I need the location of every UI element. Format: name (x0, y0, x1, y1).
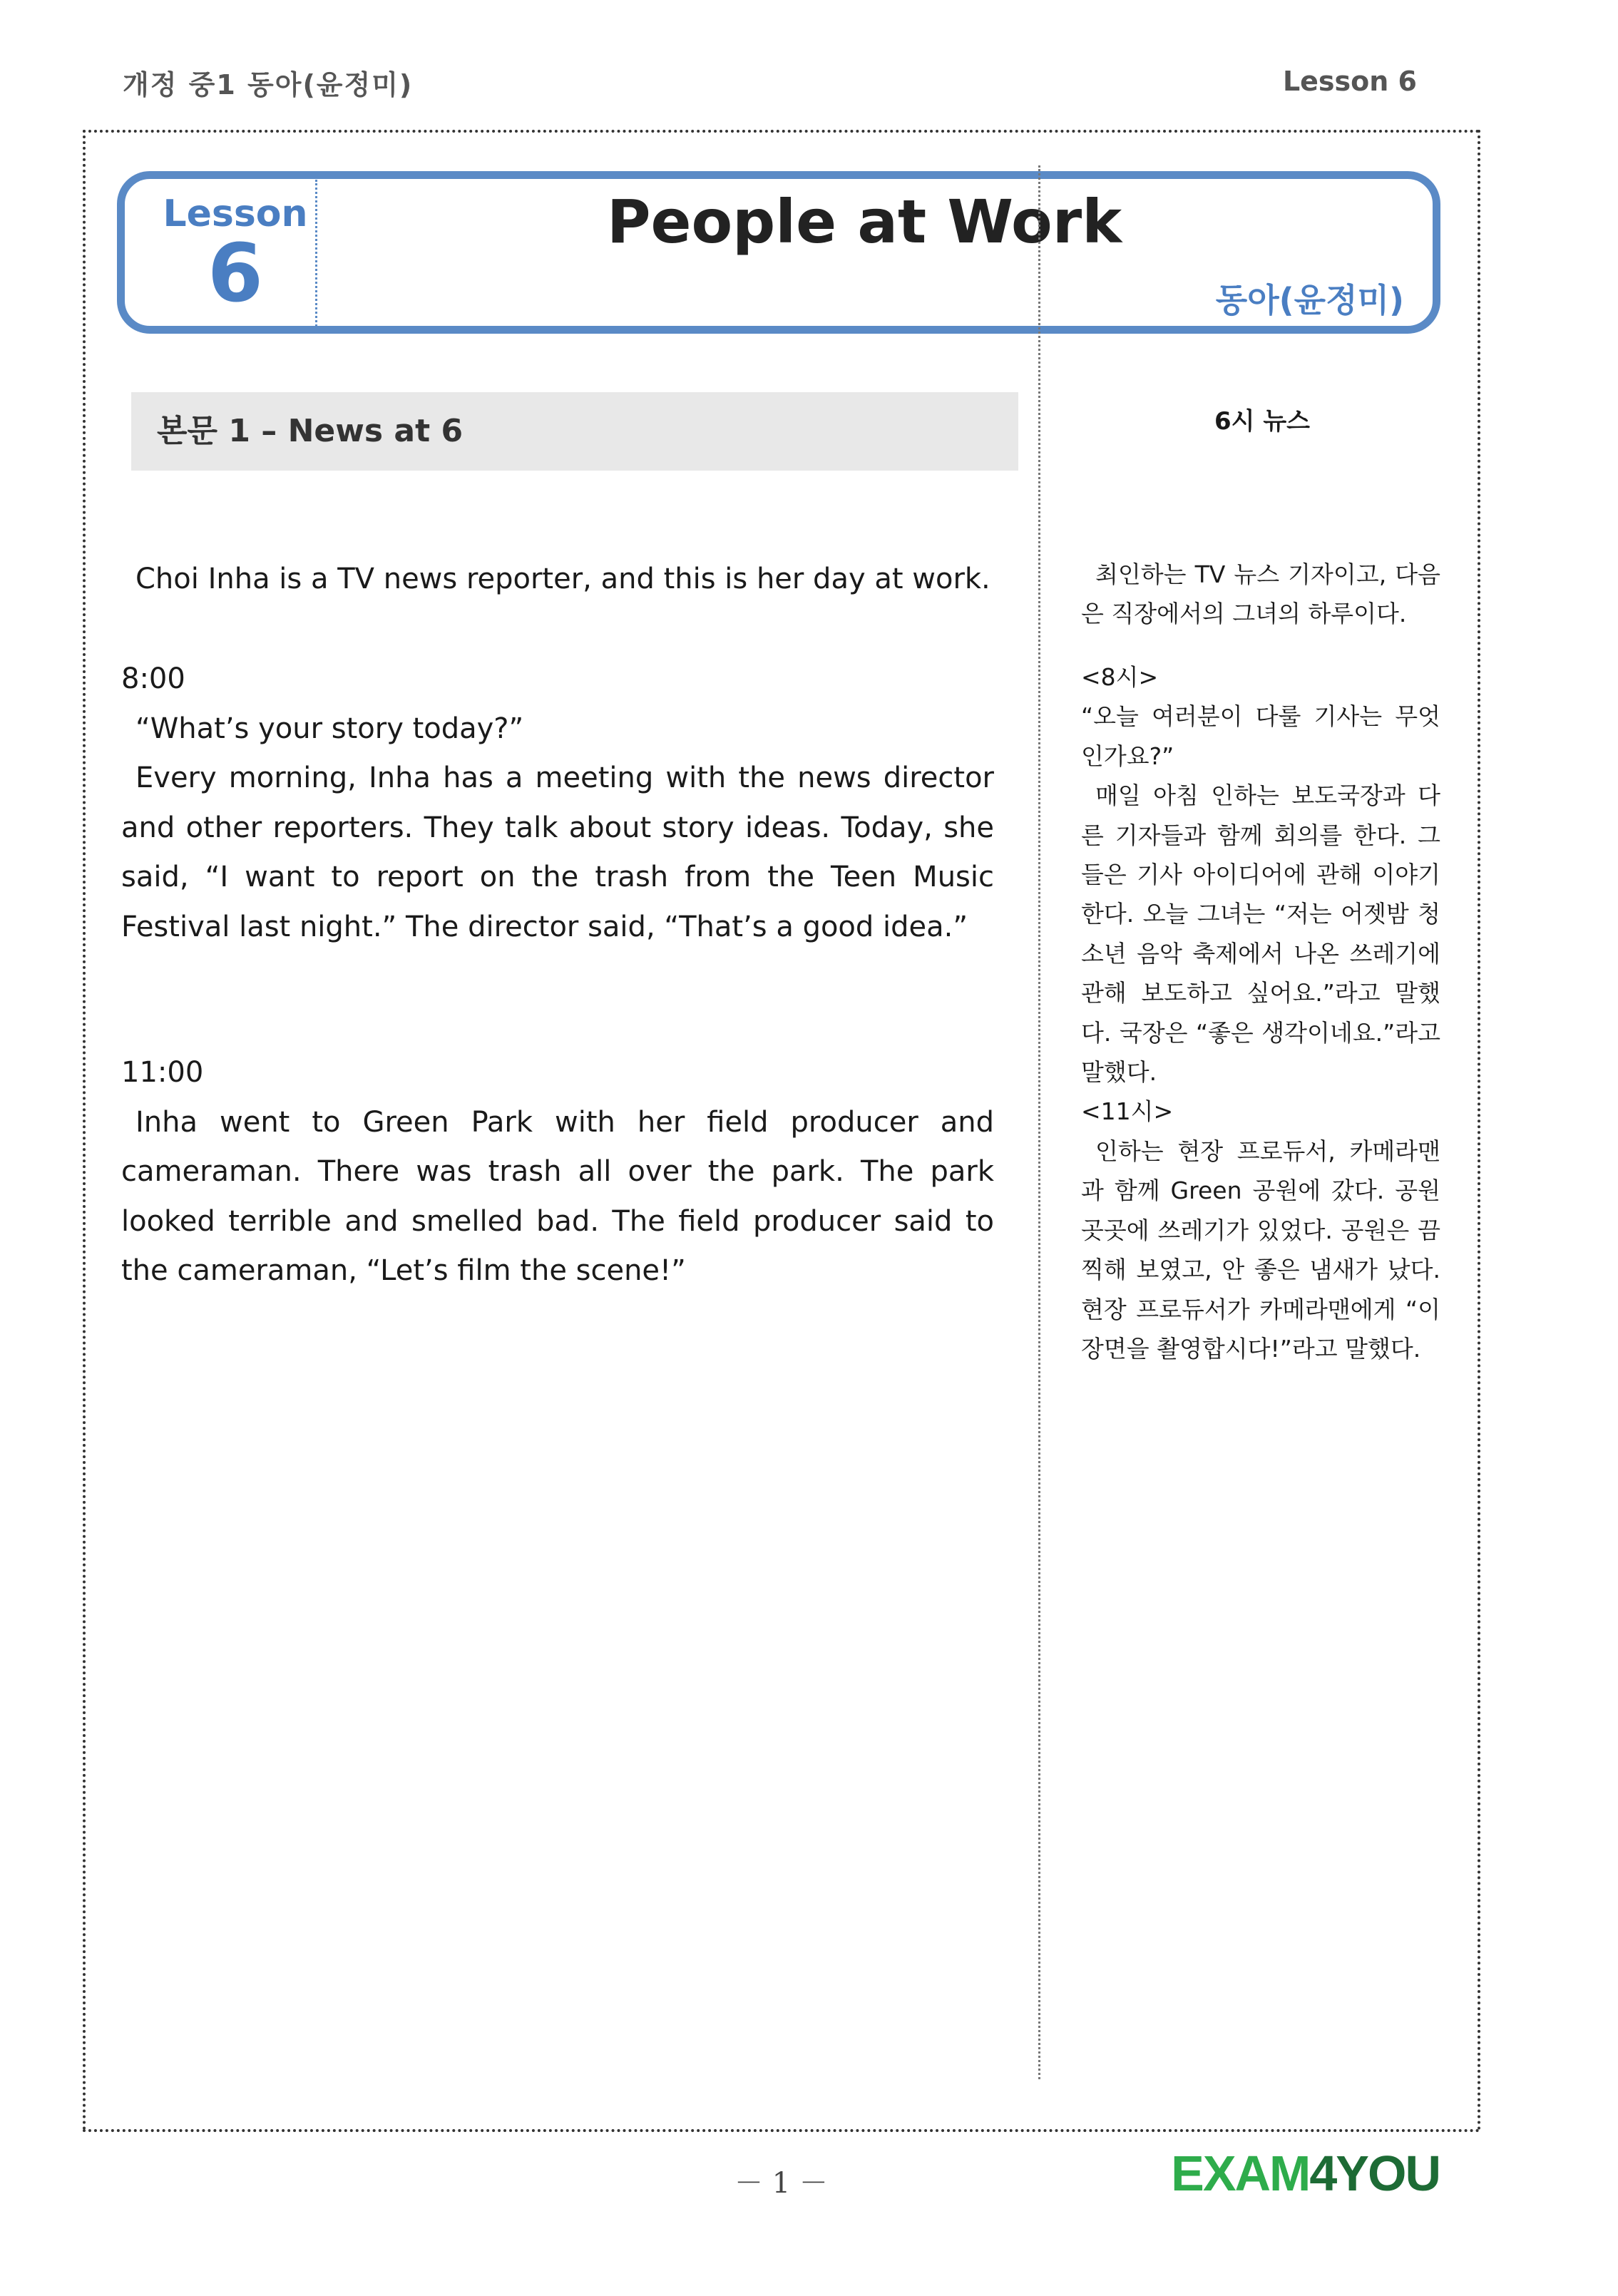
korean-paragraph-1: 매일 아침 인하는 보도국장과 다른 기자들과 함께 회의를 한다. 그들은 기사 아이디어에 관해 이야기한다. 오늘 그녀는 “저는 어젯밤 청소년 음악 축제에서 나온 쓰레기에 관해 보도하고 싶어요.”라고 말했다. 국장은 “좋은 생각이네요.”라고 말했다. (1081, 781, 1440, 1087)
lesson-label: Lesson (163, 193, 308, 235)
english-intro (121, 555, 994, 605)
quote-1: “What’s your story today?” (135, 712, 524, 745)
intro-text: Choi Inha is a TV news reporter, and this is her day at work. (135, 563, 990, 595)
page-title: People at Work (606, 187, 1122, 257)
time-label-1: 8:00 (121, 662, 185, 695)
paragraph-2: Inha went to Green Park with her field producer and cameraman. There was trash all over the park. The park looked terrible and smelled bad. The field producer said to the cameraman, “Let’s film the scene!” (121, 1105, 994, 1287)
logo-suffix: 4YOU (1309, 2146, 1440, 2201)
lesson-number: 6 (208, 227, 263, 320)
logo-prefix: EXAM (1171, 2146, 1310, 2201)
korean-intro-text: 최인하는 TV 뉴스 기자이고, 다음은 직장에서의 그녀의 하루이다. (1081, 560, 1440, 628)
english-block-2 (121, 1048, 994, 1296)
exam4you-logo (1171, 2145, 1440, 2202)
paragraph-1: Every morning, Inha has a meeting with the news director and other reporters. They talk about story ideas. Today, she said, “I want to report on the trash from the Teen Music Festival last night.” The director said, “That’s a good idea.” (121, 762, 994, 943)
korean-quote-1: “오늘 여러분이 다룰 기사는 무엇인가요?” (1081, 702, 1440, 770)
page-number: － 1 － (734, 2167, 828, 2200)
korean-block (1081, 657, 1440, 1368)
korean-intro (1081, 555, 1440, 634)
korean-time-2: <11시> (1081, 1097, 1174, 1126)
korean-paragraph-2: 인하는 현장 프로듀서, 카메라맨과 함께 Green 공원에 갔다. 공원 곳곳에 쓰레기가 있었다. 공원은 끔찍해 보였고, 안 좋은 냄새가 났다. 현장 프로듀서가 카메라맨에게 “이 장면을 촬영합시다!”라고 말했다. (1081, 1137, 1440, 1363)
running-header-left: 개정 중1 동아(윤정미) (123, 69, 414, 101)
column-divider (1038, 165, 1040, 2079)
korean-time-1: <8시> (1081, 663, 1159, 691)
running-header-right: Lesson 6 (1282, 66, 1417, 97)
section-heading: 본문 1 – News at 6 (131, 392, 1018, 471)
publisher-label: 동아(윤정미) (1215, 281, 1404, 319)
korean-title: 6시 뉴스 (1214, 407, 1311, 436)
time-label-2: 11:00 (121, 1056, 204, 1089)
english-block-1 (121, 655, 994, 952)
